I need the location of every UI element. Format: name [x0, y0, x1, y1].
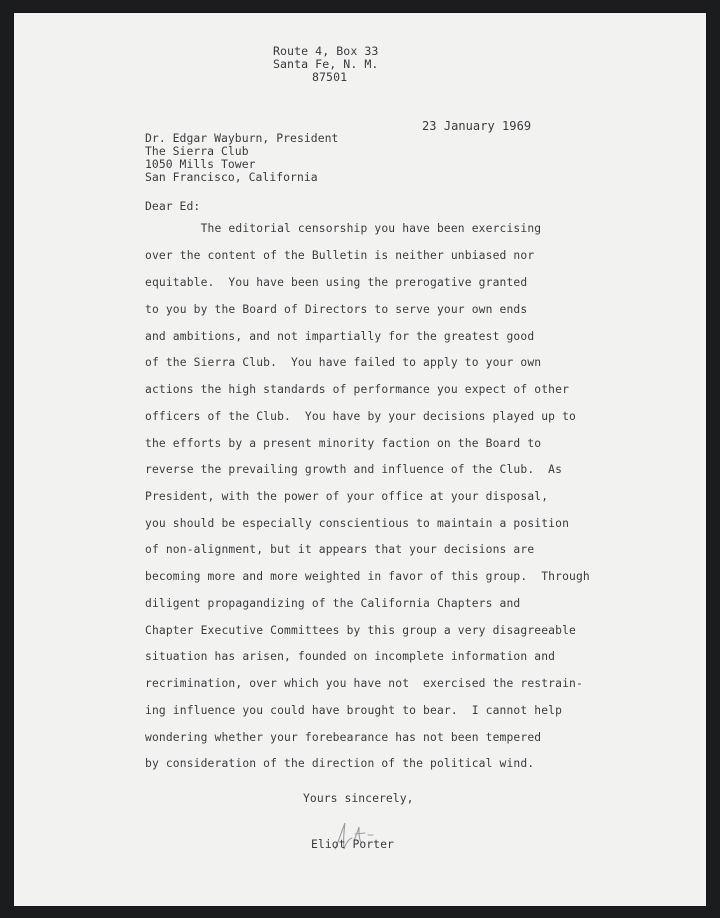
body-line: the efforts by a present minority faction on the Board to — [145, 437, 542, 450]
recipient-line-1: Dr. Edgar Wayburn, President — [145, 131, 339, 145]
body-line: equitable. You have been using the prerogative granted — [145, 276, 528, 289]
return-address-line-1: Route 4, Box 33 — [273, 44, 379, 58]
recipient-line-3: 1050 Mills Tower — [145, 157, 256, 171]
body-line: reverse the prevailing growth and influence of the Club. As — [145, 463, 563, 476]
body-line: you should be especially conscientious to maintain a position — [145, 517, 570, 530]
return-address-line-2: Santa Fe, N. M. — [273, 57, 379, 71]
body-line: wondering whether your forebearance has not been tempered — [145, 731, 542, 744]
body-line: situation has arisen, founded on incomplete information and — [145, 650, 556, 663]
body-line: becoming more and more weighted in favor of this group. Through — [145, 570, 590, 583]
signature-name: Eliot Porter — [311, 837, 394, 851]
body-line: diligent propagandizing of the California Chapters and — [145, 597, 521, 610]
body-line: actions the high standards of performance you expect of other — [145, 383, 570, 396]
body-line: ing influence you could have brought to bear. I cannot help — [145, 704, 563, 717]
recipient-line-2: The Sierra Club — [145, 144, 249, 158]
salutation: Dear Ed: — [145, 199, 201, 213]
body-line: of non-alignment, but it appears that your decisions are — [145, 543, 535, 556]
body-line: President, with the power of your office at your disposal, — [145, 490, 549, 503]
body-line: by consideration of the direction of the political wind. — [145, 757, 535, 770]
body-line: and ambitions, and not impartially for the greatest good — [145, 330, 535, 343]
closing: Yours sincerely, — [303, 791, 414, 805]
letter-date: 23 January 1969 — [422, 119, 532, 133]
return-address-line-3: 87501 — [312, 70, 348, 84]
body-line: to you by the Board of Directors to serve your own ends — [145, 303, 528, 316]
body-line: The editorial censorship you have been exercising — [145, 222, 542, 235]
body-line: of the Sierra Club. You have failed to apply to your own — [145, 356, 542, 369]
body-line: recrimination, over which you have not exercised the restrain- — [145, 677, 583, 690]
recipient-line-4: San Francisco, California — [145, 170, 318, 184]
body-line: over the content of the Bulletin is neither unbiased nor — [145, 249, 535, 262]
body-line: officers of the Club. You have by your decisions played up to — [145, 410, 576, 423]
body-line: Chapter Executive Committees by this group a very disagreeable — [145, 624, 576, 637]
letter-page — [14, 13, 706, 906]
